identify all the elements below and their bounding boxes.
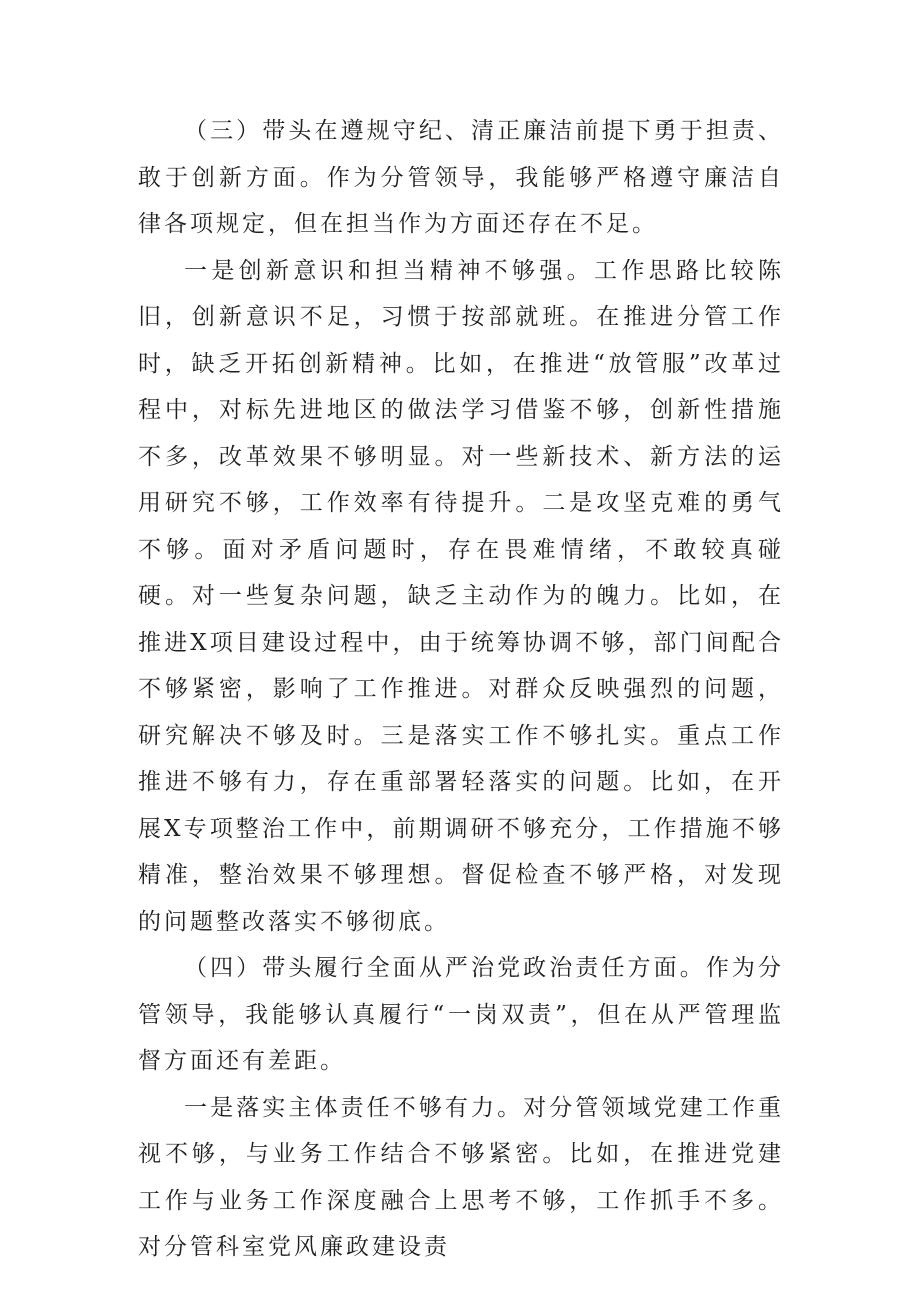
paragraph-section-four: （四）带头履行全面从严治党政治责任方面。作为分管领导，我能够认真履行“一岗双责”，但在从严管理监督方面还有差距。 bbox=[138, 955, 784, 1074]
paragraph-section-three-details: 一是创新意识和担当精神不够强。工作思路比较陈旧，创新意识不足，习惯于按部就班。在推进分管工作时，缺乏开拓创新精神。比如，在推进“放管服”改革过程中，对标先进地区的做法学习借鉴不够，创新性措施不多，改革效果不够明显。对一些新技术、新方法的运用研究不够，工作效率有待提升。二是攻坚克难的勇气不够。面对矛盾问题时，存在畏难情绪，不敢较真碰硬。对一些复杂问题，缺乏主动作为的魄力。比如，在推进X项目建设过程中，由于统筹协调不够，部门间配合不够紧密，影响了工作推进。对群众反映强烈的问题，研究解决不够及时。三是落实工作不够扎实。重点工作推进不够有力，存在重部署轻落实的问题。比如，在开展X专项整治工作中，前期调研不够充分，工作措施不够精准，整治效果不够理想。督促检查不够严格，对发现的问题整改落实不够彻底。 bbox=[138, 257, 784, 935]
document-body bbox=[138, 108, 784, 1271]
paragraph-section-four-details: 一是落实主体责任不够有力。对分管领域党建工作重视不够，与业务工作结合不够紧密。比如，在推进党建工作与业务工作深度融合上思考不够，工作抓手不多。对分管科室党风廉政建设责 bbox=[138, 1094, 784, 1260]
paragraph-section-three: （三）带头在遵规守纪、清正廉洁前提下勇于担责、敢于创新方面。作为分管领导，我能够严格遵守廉洁自律各项规定，但在担当作为方面还存在不足。 bbox=[138, 118, 784, 237]
